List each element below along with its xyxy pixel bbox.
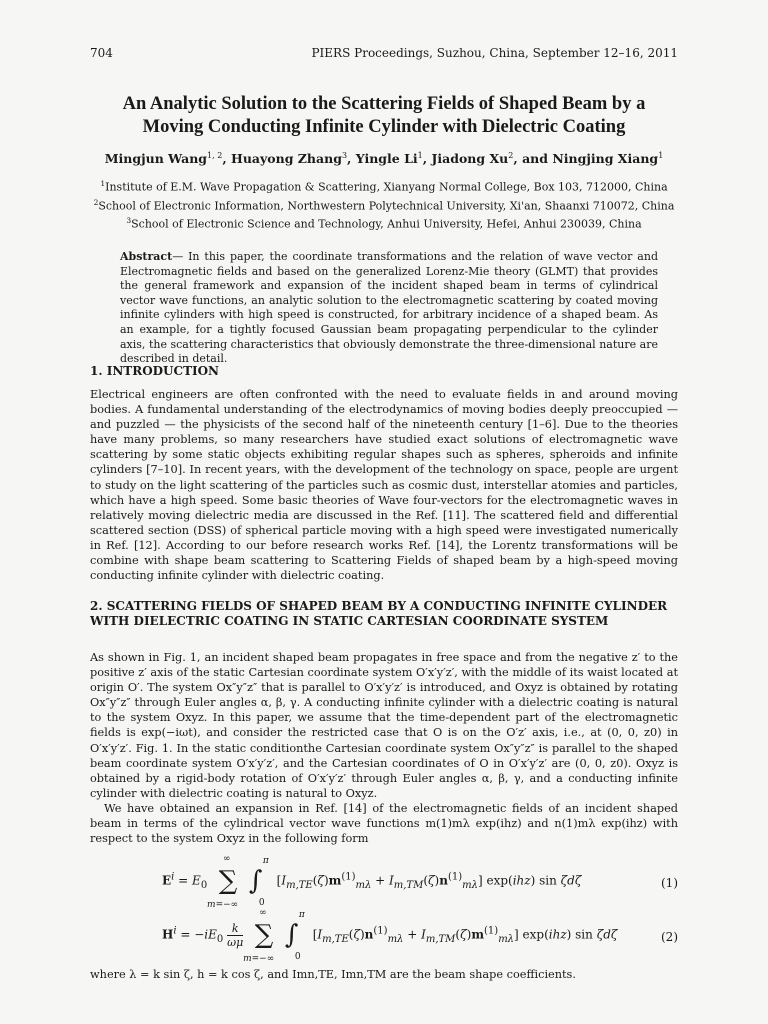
affiliation: $^2$School of Electronic Information, Northwestern Polytechnical University, Xi'an, Shaanxi 710072, China [93,197,675,213]
equation-2-number: (2) [661,930,678,944]
affiliations [60,176,708,232]
paragraph: We have obtained an expansion in Ref. [14] of the electromagnetic fields of an incident shaped beam in terms of the cylindrical vector wave functions m(1)mλ exp(ihz) and n(1)mλ exp(ihz) with respect to the system Oxyz in the following form [90,801,678,846]
paper-title [60,93,708,139]
affiliation: $^3$School of Electronic Science and Technology, Anhui University, Hefei, Anhui 230039, China [126,216,642,231]
affiliation: $^1$Institute of E.M. Wave Propagation & Scattering, Xianyang Normal College, Box 103, 712000, China [100,179,668,194]
page-number: 704 [90,46,113,60]
author-name: Huayong Zhang [231,151,342,167]
author-affil-sup: 1, 2 [207,151,223,160]
author-name: Jiadong Xu [431,151,509,167]
section-2-heading: 2. SCATTERING FIELDS OF SHAPED BEAM BY A CONDUCTING INFINITE CYLINDER WITH DIELECTRIC COATING IN STATIC CARTESIAN COORDINATE SYSTEM [90,599,668,628]
paragraph: Electrical engineers are often confronted with the need to evaluate fields in and around moving bodies. A fundamental understanding of the electrodynamics of moving bodies deeply preoccupied — and puzzled — the physicists of the second half of the nineteenth century [1–6]. Due to the theories have many problems, so many researchers have studied exact solutions of electromagnetic wave scattering by some static objects exhibiting regular shapes such as spheres, spheroids and infinite cylinders [7–10]. In recent years, with the development of the technology on space, people are urgent to study on the light scattering of the particles such as cosmic dust, interstellar atomies and particles, which have a high speed. Some basic theories of Wave four-vectors for the electromagnetic waves in relatively moving dielectric media are discussed in the Ref. [11]. The scattered field and differential scattered section (DSS) of spherical particle moving with a high speed were investigated numerically in Ref. [12]. According to our before research works Ref. [14], the Lorentz transformations will be combine with shape beam scattering to Scattering Fields of shaped beam by a high-speed moving conducting infinite cylinder with dielectric coating. [90,388,678,583]
author-affil-sup: 1 [658,151,664,160]
author-name: Mingjun Wang [104,151,208,167]
equation-1-number: (1) [661,876,678,890]
title-line-2: Moving Conducting Infinite Cylinder with Dielectric Coating [142,117,626,137]
closing-sentence: where λ = k sin ζ, h = k cos ζ, and Imn,TE, Imn,TM are the beam shape coefficients. [90,968,576,981]
author-name: Ningjing Xiang [552,151,659,167]
abstract-label: Abstract [120,250,173,263]
equation-2-body: $H^i = -iE_0$ $\frac{k}{\omega\mu}$ ∞ ∑ m=−∞ π ∫ 0 $[I_{m,TE}(\zeta)n^{(1)}_{m\lambda} + I_{m,TM}(\zeta)m^{(1)}_{m\lambda}]$ exp(ihz) sin ζdζ [162,908,618,964]
title-line-1: An Analytic Solution to the Scattering Fields of Shaped Beam by a [122,94,646,114]
author-affil-sup: 3 [341,151,348,160]
author-list: Mingjun Wang$^{1, 2}$, Huayong Zhang$^3$, Yingle Li$^1$, Jiadong Xu$^2$, and Ningjing Xiang$^1$ [104,151,664,167]
equation-1-body: $E^i = E_0$ ∞ ∑ m=−∞ π ∫ 0 $[I_{m,TE}(\zeta)m^{(1)}_{m\lambda} + I_{m,TM}(\zeta)n^{(1)}_{m\lambda}]$ exp(ihz) sin ζdζ [162,854,582,910]
equation-1 [90,854,678,912]
author-affil-sup: 2 [508,151,514,160]
conference-name: PIERS Proceedings, Suzhou, China, September 12–16, 2011 [311,46,678,60]
section-1-heading: 1. INTRODUCTION [90,364,220,378]
author-name: Yingle Li [355,151,418,167]
section-2-body [90,650,678,846]
section-1-body [90,387,678,583]
equation-2 [90,908,678,966]
abstract-text: — In this paper, the coordinate transformations and the relation of wave vector and Electromagnetic fields and based on the generalized Lorenz-Mie theory (GLMT) that provides the general framework and expansion of the incident shaped beam in terms of cylindrical vector wave functions, an analytic solution to the electromagnetic scattering by coated moving infinite cylinders with high speed is constructed, for arbitrary incidence of a shaped beam. As an example, for a tightly focused Gaussian beam propagating perpendicular to the cylinder axis, the scattering characteristics that obviously demonstrate the three-dimensional nature are described in detail. [120,250,658,366]
paragraph: As shown in Fig. 1, an incident shaped beam propagates in free space and from the negative z′ to the positive z′ axis of the static Cartesian coordinate system O′x′y′z′, with the middle of its waist located at origin O′. The system Ox″y″z″ that is parallel to O′x′y′z′ is introduced, and Oxyz is obtained by rotating Ox″y″z″ through Euler angles α, β, γ. A conducting infinite cylinder with a dielectric coating is natural to the system Oxyz. In this paper, we assume that the time-dependent part of the electromagnetic fields is exp(−iωt), and consider the restricted case that O is on the O′z′ axis, i.e., at (0, 0, z0) in O′x′y′z′. Fig. 1. In the static conditionthe Cartesian coordinate system Ox″y″z″ is parallel to the shaped beam coordinate system O′x′y′z′, and the Cartesian coordinates of O in O′x′y′z′ are (0, 0, z0). Oxyz is obtained by a rigid-body rotation of O′x′y′z′ through Euler angles α, β, γ, and a conducting infinite cylinder with dielectric coating is natural to Oxyz. [90,651,678,800]
author-affil-sup: 1 [417,151,423,160]
abstract [120,250,658,367]
